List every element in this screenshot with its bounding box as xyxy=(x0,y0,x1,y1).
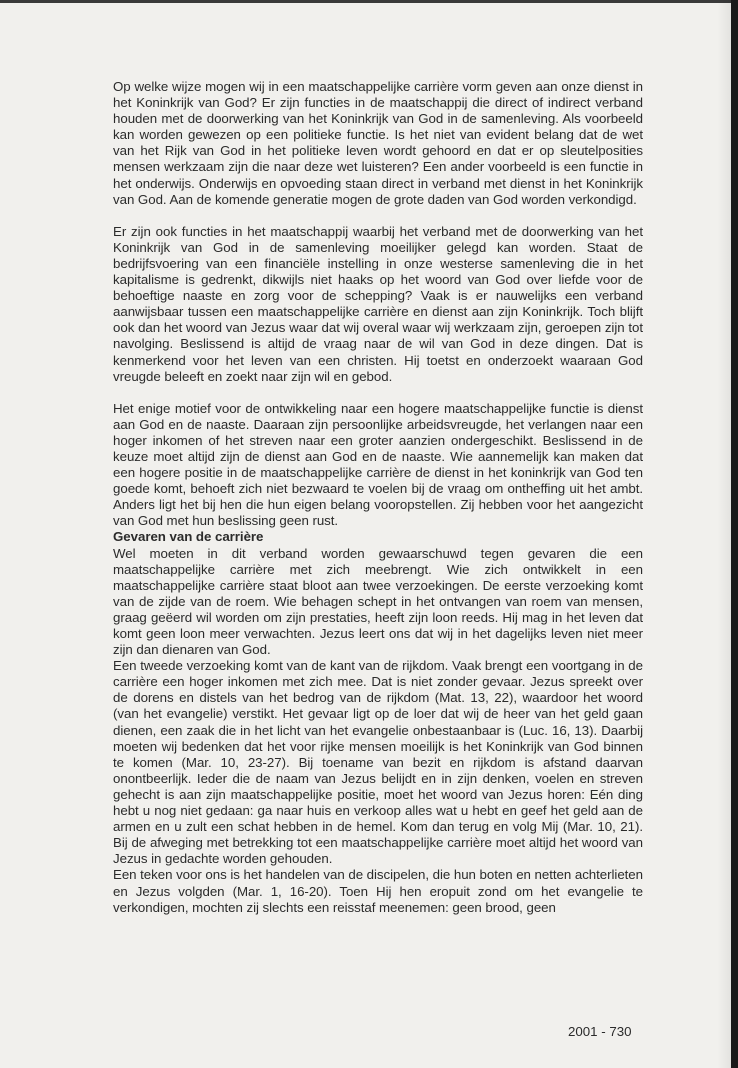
article-body xyxy=(113,79,643,916)
paragraph-section-2: Een tweede verzoeking komt van de kant van de rijkdom. Vaak brengt een voortgang in de carrière een hoger inkomen met zich mee. Dat is niet zonder gevaar. Jezus spreekt over de dorens en distels van het bedrog van de rijkdom (Mat. 13, 22), waardoor het woord (van het evangelie) verstikt. Het gevaar ligt op de loer dat wij de heer van het geld gaan dienen, een zaak die in het licht van het evangelie onbestaanbaar is (Luc. 16, 13). Daarbij moeten wij bedenken dat het voor rijke mensen moeilijk is het Koninkrijk van God binnen te komen (Mar. 10, 23-27). Bij toename van bezit en rijkdom is afstand daarvan onontbeerlijk. Ieder die de naam van Jezus belijdt en in zijn denken, voelen en streven gehecht is aan zijn maatschappelijke positie, moet het woord van Jezus horen: Eén ding hebt u nog niet gedaan: ga naar huis en verkoop alles wat u hebt en geef het geld aan de armen en u zult een schat hebben in de hemel. Kom dan terug en volg Mij (Mar. 10, 21). Bij de afweging met betrekking tot een maatschappelijke carrière moet altijd het woord van Jezus in gedachte worden gehouden. xyxy=(113,658,643,867)
paragraph-section-3: Een teken voor ons is het handelen van de discipelen, die hun boten en netten achterlieten en Jezus volgden (Mar. 1, 16-20). Toen Hij hen eropuit zond om het evangelie te verkondigen, mochten zij slechts een reisstaf meenemen: geen brood, geen xyxy=(113,867,643,915)
page-number: 2001 - 730 xyxy=(568,1024,632,1039)
paragraph-intro-2: Er zijn ook functies in het maatschappij waarbij het verband met de doorwerking van het Koninkrijk van God in de samenleving moeilijker gelegd kan worden. Staat de bedrijfsvoering van een financiële instelling in onze westerse samenleving die in het kapitalisme is gedrenkt, dikwijls niet haaks op het woord van God over liefde voor de behoeftige naaste en zorg voor de schepping? Vaak is er nauwelijks een verband aanwijsbaar tussen een maatschappelijke carrière en dienst aan zijn Koninkrijk. Toch blijft ook dan het woord van Jezus waar dat wij overal waar wij werkzaam zijn, geroepen zijn tot navolging. Beslissend is altijd de vraag naar de wil van God in deze dingen. Dat is kenmerkend voor het leven van een christen. Hij toetst en onderzoekt waaraan God vreugde beleeft en zoekt naar zijn wil en gebod. xyxy=(113,223,643,384)
scan-right-edge xyxy=(731,0,738,1068)
section-heading: Gevaren van de carrière xyxy=(113,529,264,545)
paragraph-section-1: Wel moeten in dit verband worden gewaarschuwd tegen gevaren die een maatschappelijke carrière met zich meebrengt. Wie zich ontwikkelt in een maatschappelijke carrière staat bloot aan twee verzoekingen. De eerste verzoeking komt van de zijde van de roem. Wie behagen schept in het ontvangen van roem van mensen, graag geëerd wil worden om zijn prestaties, heeft zijn loon reeds. Hij mag in het leven dat komt geen loon meer verwachten. Jezus leert ons dat wij in het dagelijks leven niet meer zijn dan dienaren van God. xyxy=(113,545,643,658)
paragraph-intro-1: Op welke wijze mogen wij in een maatschappelijke carrière vorm geven aan onze dienst in het Koninkrijk van God? Er zijn functies in de maatschappij die direct of indirect verband houden met de doorwerking van het Koninkrijk van God in de samenleving. Als voorbeeld kan worden gewezen op een politieke functie. Is het niet van evident belang dat de wet van het Rijk van God in het politieke leven wordt gehoord en dat er op sleutelposities mensen werkzaam zijn die naar deze wet luisteren? Een ander voorbeeld is een functie in het onderwijs. Onderwijs en opvoeding staan direct in verband met dienst in het Koninkrijk van God. Aan de komende generatie mogen de grote daden van God worden verkondigd. xyxy=(113,79,643,207)
page-shadow xyxy=(717,0,731,1068)
scan-top-edge xyxy=(0,0,738,3)
paragraph-intro-3: Het enige motief voor de ontwikkeling naar een hogere maatschappelijke functie is dienst aan God en de naaste. Daaraan zijn persoonlijke arbeidsvreugde, het verlangen naar een hoger inkomen of het streven naar een groter aanzien ondergeschikt. Beslissend in de keuze moet altijd zijn de dienst aan God en de naaste. Wie aannemelijk kan maken dat een hogere positie in de maatschappelijke carrière de dienst in het koninkrijk van God ten goede komt, behoeft zich niet bezwaard te voelen bij de vraag om ontheffing uit het ambt. Anders ligt het bij hen die hun eigen belang vooropstellen. Zij hebben voor het aangezicht van God met hun beslissing geen rust. xyxy=(113,400,643,529)
